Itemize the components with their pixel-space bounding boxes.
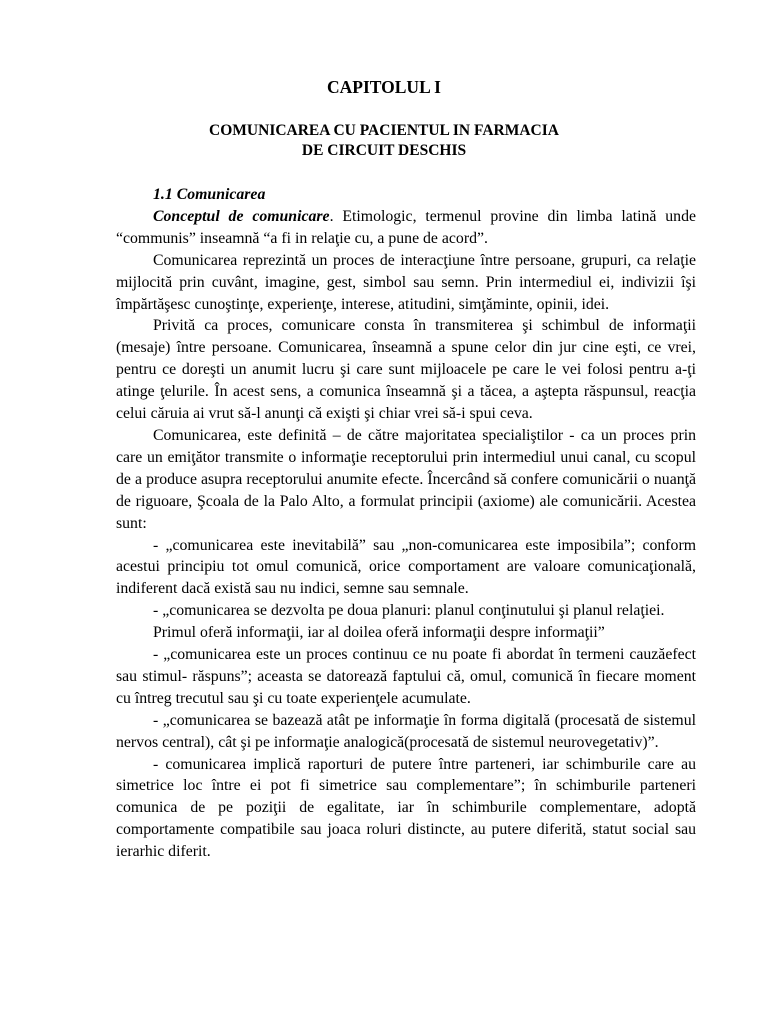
chapter-title [0, 121, 768, 161]
paragraph: Primul oferă informaţii, iar al doilea oferă informaţii despre informaţii” [153, 624, 605, 642]
concept-label: Conceptul de comunicare [153, 207, 330, 225]
section-heading [116, 184, 696, 206]
chapter-heading: CAPITOLUL I [327, 77, 441, 97]
paragraph: - comunicarea implică raporturi de putere între parteneri, iar schimburile care au simetrice loc între ei pot fi simetrice sau complementare”; în schimburile parteneri comunica de pe poziţii de egalitate, iar în schimburile complementare, adoptă comportamente compatibile sau joaca roluri distincte, au putere diferită, statut social sau ierarhic diferit. [116, 755, 696, 861]
paragraph: Privită ca proces, comunicare consta în transmiterea şi schimbul de informaţii (mesaje) între persoane. Comunicarea, înseamnă a spune celor din jur cine eşti, ce vrei, pentru ce doreşti un anumit lucru şi care sunt mijloacele pe care le vei folosi pentru a-ţi atinge ţelurile. În acest sens, a comunica înseamnă şi a tăcea, a aştepta răspunsul, reacţia celui căruia ai vrut să-l anunţi că exişti şi chiar vrei să-i spui ceva. [116, 317, 696, 423]
concept-text: . Etimologic, termenul provine din limba latină unde “communis” inseamnă “a fi in relaţie cu, a pune de acord”. [116, 207, 696, 247]
paragraph: - „comunicarea este un proces continuu ce nu poate fi abordat în termeni cauzăefect sau stimul- răspuns”; aceasta se datorează faptului că, omul, comunică în fiecare moment cu întreg trecutul sau şi cu toate experienţele acumulate. [116, 646, 696, 707]
paragraph: - „comunicarea se dezvolta pe doua planuri: planul conţinutului şi planul relaţiei. [153, 602, 665, 620]
concept-paragraph [116, 206, 696, 250]
paragraph: - „comunicarea este inevitabilă” sau „non-comunicarea este imposibila”; conform acestui principiu tot omul comunică, orice comportament are valoare comunicaţională, indiferent dacă există sau nu indici, semne sau semnale. [116, 536, 696, 598]
chapter-title-line-2: DE CIRCUIT DESCHIS [301, 142, 467, 159]
section-heading-text: 1.1 Comunicarea [153, 186, 266, 203]
document-body [116, 184, 696, 863]
chapter-title-line-1: COMUNICAREA CU PACIENTUL IN FARMACIA [209, 122, 559, 139]
paragraph: Comunicarea, este definită – de către majoritatea specialiştilor - ca un proces prin care un emiţător transmite o informaţie receptorului prin intermediul unui canal, cu scopul de a produce asupra receptorului anumite efecte. Încercând să confere comunicării o nuanţă de riguoare, Şcoala de la Palo Alto, a formulat principii (axiome) ale comunicării. Acestea sunt: [116, 426, 696, 532]
paragraph: Comunicarea reprezintă un proces de interacţiune între persoane, grupuri, ca relaţie mijlocită prin cuvânt, imagine, gest, simbol sau semn. Prin intermediul ei, indivizii îşi împărtăşesc cunoştinţe, experienţe, interese, atitudini, simţăminte, opinii, idei. [116, 251, 696, 313]
paragraph: - „comunicarea se bazează atât pe informaţie în forma digitală (procesată de sistemul nervos central), cât şi pe informaţie analogică(procesată de sistemul neurovegetativ)”. [116, 711, 696, 751]
